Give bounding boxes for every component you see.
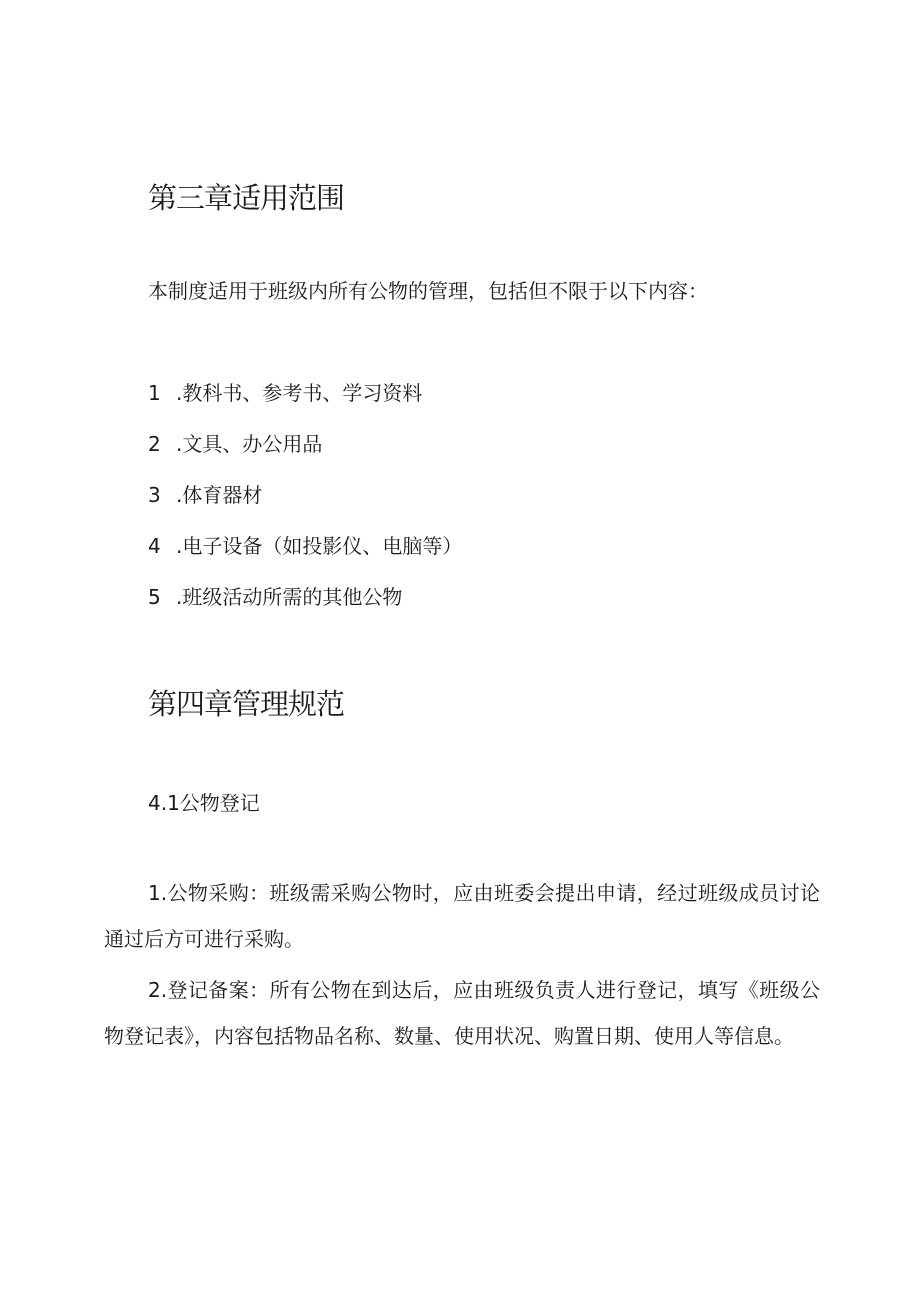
list-item-number: 2 <box>148 432 161 456</box>
chapter3-intro: 本制度适用于班级内所有公物的管理，包括但不限于以下内容： <box>148 279 708 303</box>
list-item <box>148 377 422 406</box>
chapter3-title: 第三章适用范围 <box>148 181 345 215</box>
list-item-text: .教科书、参考书、学习资料 <box>176 381 423 405</box>
list-item <box>148 428 322 457</box>
list-item-text: .文具、办公用品 <box>176 432 323 456</box>
chapter4-title: 第四章管理规范 <box>148 687 345 721</box>
list-item-number: 1 <box>148 381 161 405</box>
list-item <box>148 530 462 559</box>
list-item-number: 3 <box>148 483 161 507</box>
list-item-number: 5 <box>148 585 161 609</box>
list-item-text: .班级活动所需的其他公物 <box>176 585 403 609</box>
list-item <box>148 479 262 508</box>
list-item <box>148 581 402 610</box>
paragraph: 1.公物采购：班级需采购公物时，应由班委会提出申请，经过班级成员讨论通过后方可进行采购。 <box>104 881 820 951</box>
section-title: 4.1公物登记 <box>148 791 260 815</box>
list-item-text: .体育器材 <box>176 483 263 507</box>
paragraph: 2.登记备案：所有公物在到达后，应由班级负责人进行登记，填写《班级公物登记表》，内容包括物品名称、数量、使用状况、购置日期、使用人等信息。 <box>104 978 820 1048</box>
list-item-text: .电子设备（如投影仪、电脑等） <box>176 534 463 558</box>
list-item-number: 4 <box>148 534 161 558</box>
